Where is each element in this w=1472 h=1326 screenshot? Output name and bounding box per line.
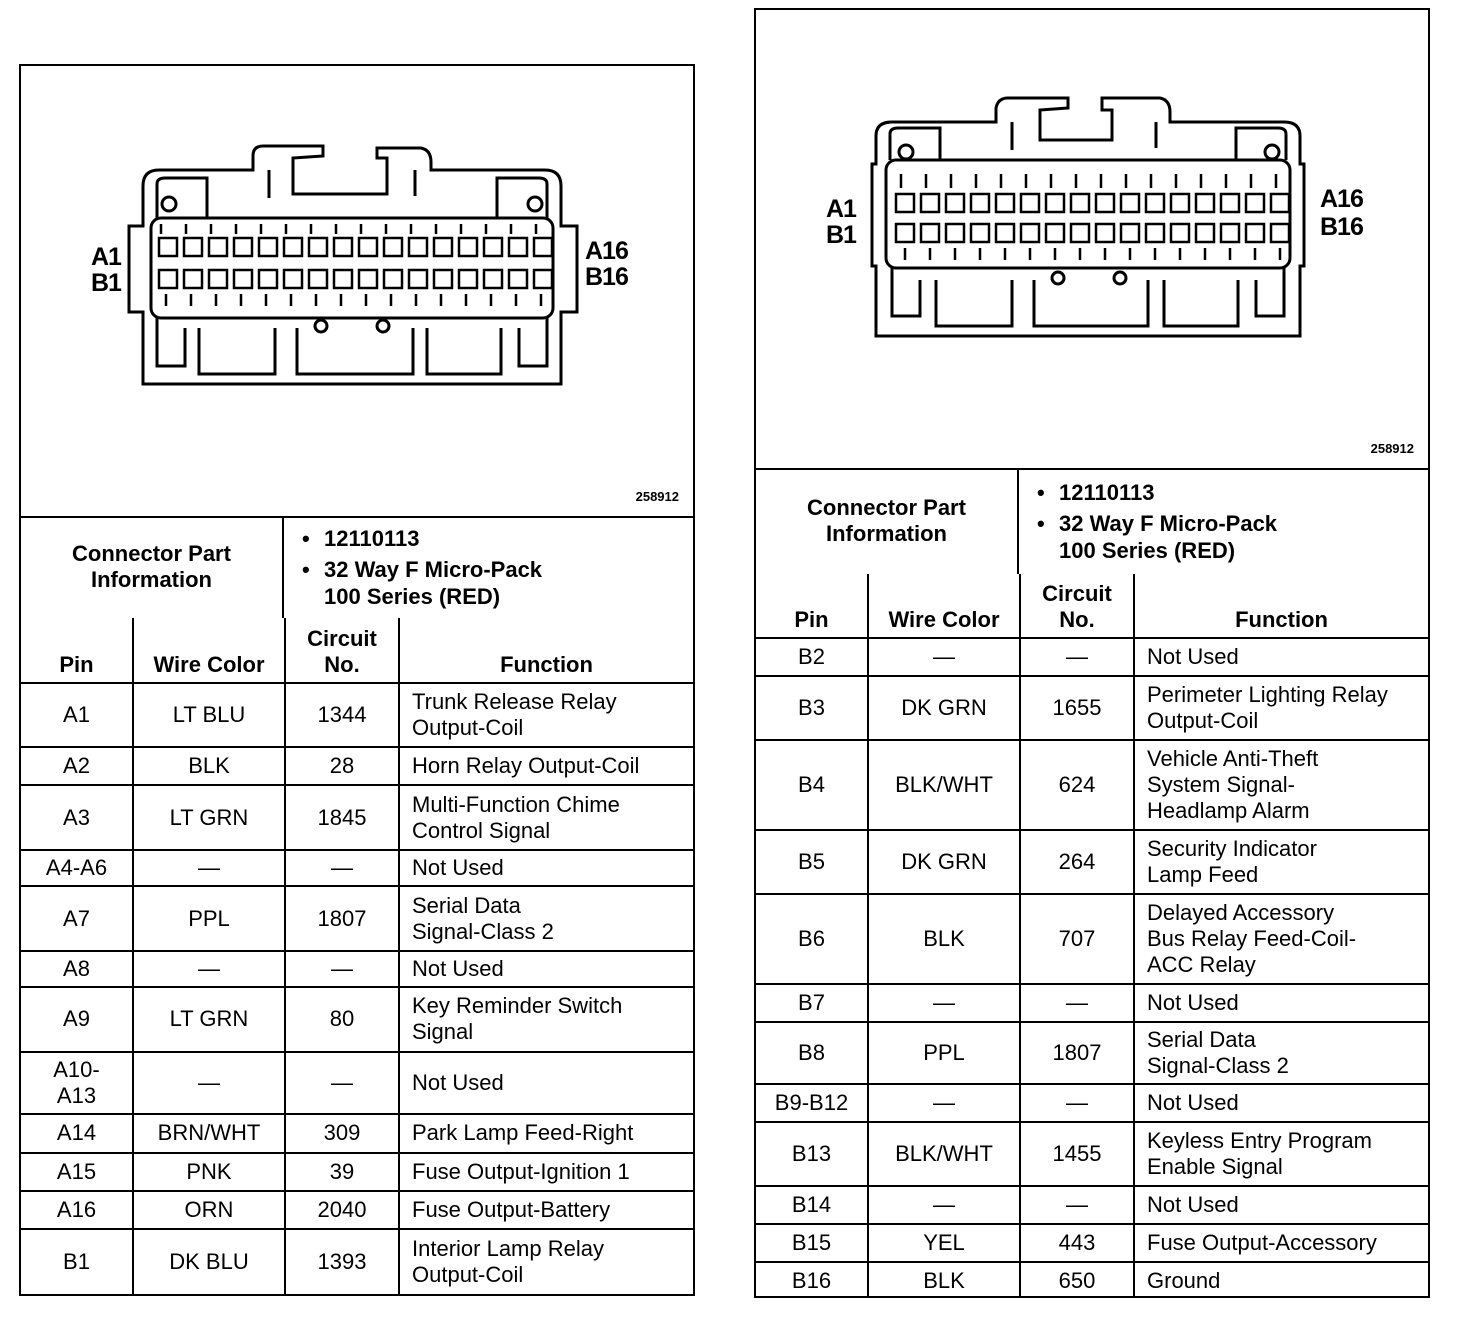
cell-pin: A16 bbox=[21, 1191, 133, 1229]
connector-info-details bbox=[283, 516, 693, 618]
header-wire-color: Wire Color bbox=[868, 574, 1020, 638]
table-row bbox=[756, 1022, 1428, 1084]
cell-pin: A1 bbox=[21, 683, 133, 748]
table-row bbox=[21, 1153, 693, 1191]
connector-face-drawing bbox=[21, 66, 693, 516]
cell-pin: A3 bbox=[21, 785, 133, 850]
cell-pin: B4 bbox=[756, 740, 868, 830]
pin-label-a1: A1 bbox=[826, 195, 856, 223]
cell-circuit: 1393 bbox=[285, 1229, 399, 1294]
part-number-item: • 12110113 bbox=[302, 525, 420, 551]
cell-wire: BLK/WHT bbox=[868, 1122, 1020, 1186]
cell-function: Not Used bbox=[399, 951, 693, 987]
cell-wire: DK GRN bbox=[868, 676, 1020, 740]
cell-pin: A14 bbox=[21, 1114, 133, 1152]
cell-circuit: 80 bbox=[285, 987, 399, 1052]
cell-function: Keyless Entry Program Enable Signal bbox=[1134, 1122, 1428, 1186]
cell-pin: A2 bbox=[21, 747, 133, 785]
table-row bbox=[756, 1224, 1428, 1262]
cell-function: Trunk Release Relay Output-Coil bbox=[399, 683, 693, 748]
cell-wire: PPL bbox=[133, 886, 285, 951]
table-row bbox=[21, 951, 693, 987]
table-row bbox=[756, 676, 1428, 740]
part-description-item: • 32 Way F Micro-Pack 100 Series (RED) bbox=[1037, 510, 1278, 563]
cell-pin: B5 bbox=[756, 830, 868, 894]
cell-pin: B16 bbox=[756, 1262, 868, 1298]
cell-wire: — bbox=[868, 638, 1020, 676]
cell-function: Vehicle Anti-Theft System Signal- Headlamp Alarm bbox=[1134, 740, 1428, 830]
cell-circuit: 1344 bbox=[285, 683, 399, 748]
connector-info-label: Connector Part Information bbox=[21, 516, 283, 618]
cell-function: Not Used bbox=[1134, 984, 1428, 1022]
pin-label-b16: B16 bbox=[585, 263, 628, 291]
left-connector-panel bbox=[19, 64, 695, 1296]
table-row bbox=[756, 638, 1428, 676]
drawing-number: 258912 bbox=[635, 489, 679, 504]
cell-pin: B14 bbox=[756, 1186, 868, 1224]
table-row bbox=[21, 1052, 693, 1115]
cell-pin: A15 bbox=[21, 1153, 133, 1191]
connector-diagram bbox=[756, 10, 1428, 470]
cell-pin: A4-A6 bbox=[21, 850, 133, 886]
table-row bbox=[21, 886, 693, 951]
cell-circuit: 28 bbox=[285, 747, 399, 785]
cell-function: Fuse Output-Battery bbox=[399, 1191, 693, 1229]
header-wire-color: Wire Color bbox=[133, 618, 285, 683]
cell-function: Not Used bbox=[399, 1052, 693, 1115]
cell-wire: — bbox=[133, 850, 285, 886]
cell-circuit: — bbox=[285, 951, 399, 987]
table-row bbox=[756, 1186, 1428, 1224]
cell-circuit: — bbox=[285, 850, 399, 886]
table-row bbox=[756, 1084, 1428, 1122]
header-function: Function bbox=[1134, 574, 1428, 638]
pin-label-b1: B1 bbox=[826, 221, 856, 249]
cell-function: Multi-Function Chime Control Signal bbox=[399, 785, 693, 850]
cell-function: Not Used bbox=[399, 850, 693, 886]
cell-pin: A7 bbox=[21, 886, 133, 951]
connector-info-table bbox=[756, 468, 1428, 574]
cell-wire: — bbox=[868, 984, 1020, 1022]
table-row bbox=[756, 1262, 1428, 1298]
cell-function: Not Used bbox=[1134, 1186, 1428, 1224]
cell-circuit: 2040 bbox=[285, 1191, 399, 1229]
cell-circuit: 707 bbox=[1020, 894, 1134, 984]
cell-wire: — bbox=[133, 1052, 285, 1115]
table-row bbox=[756, 894, 1428, 984]
cell-pin: B13 bbox=[756, 1122, 868, 1186]
cell-pin: B1 bbox=[21, 1229, 133, 1294]
cell-wire: — bbox=[868, 1084, 1020, 1122]
table-row bbox=[756, 740, 1428, 830]
cell-function: Delayed Accessory Bus Relay Feed-Coil- ACC Relay bbox=[1134, 894, 1428, 984]
cell-pin: A10-A13 bbox=[21, 1052, 133, 1115]
table-row bbox=[21, 1114, 693, 1152]
cell-function: Ground bbox=[1134, 1262, 1428, 1298]
pin-label-b16: B16 bbox=[1320, 213, 1363, 241]
table-row bbox=[21, 850, 693, 886]
table-row bbox=[756, 984, 1428, 1022]
header-function: Function bbox=[399, 618, 693, 683]
cell-circuit: 1845 bbox=[285, 785, 399, 850]
cell-function: Not Used bbox=[1134, 638, 1428, 676]
cell-circuit: 1807 bbox=[1020, 1022, 1134, 1084]
cell-function: Serial Data Signal-Class 2 bbox=[399, 886, 693, 951]
cell-function: Serial Data Signal-Class 2 bbox=[1134, 1022, 1428, 1084]
cell-circuit: — bbox=[1020, 1186, 1134, 1224]
pin-label-a16: A16 bbox=[1320, 185, 1363, 213]
cell-wire: — bbox=[133, 951, 285, 987]
cell-wire: BLK/WHT bbox=[868, 740, 1020, 830]
cell-function: Security Indicator Lamp Feed bbox=[1134, 830, 1428, 894]
table-row bbox=[21, 747, 693, 785]
cell-wire: LT BLU bbox=[133, 683, 285, 748]
cell-function: Park Lamp Feed-Right bbox=[399, 1114, 693, 1152]
pin-label-a16: A16 bbox=[585, 237, 628, 265]
cell-wire: BLK bbox=[133, 747, 285, 785]
table-row bbox=[21, 1229, 693, 1294]
part-description-item: • 32 Way F Micro-Pack 100 Series (RED) bbox=[302, 556, 543, 609]
header-pin: Pin bbox=[21, 618, 133, 683]
cell-function: Fuse Output-Accessory bbox=[1134, 1224, 1428, 1262]
cell-pin: B7 bbox=[756, 984, 868, 1022]
cell-circuit: 309 bbox=[285, 1114, 399, 1152]
cell-wire: DK GRN bbox=[868, 830, 1020, 894]
connector-info-label: Connector Part Information bbox=[756, 468, 1018, 574]
cell-circuit: 264 bbox=[1020, 830, 1134, 894]
cell-function: Key Reminder Switch Signal bbox=[399, 987, 693, 1052]
cell-circuit: 1455 bbox=[1020, 1122, 1134, 1186]
header-circuit: Circuit No. bbox=[285, 618, 399, 683]
cell-wire: BRN/WHT bbox=[133, 1114, 285, 1152]
table-row bbox=[21, 785, 693, 850]
cell-function: Fuse Output-Ignition 1 bbox=[399, 1153, 693, 1191]
cell-pin: B9-B12 bbox=[756, 1084, 868, 1122]
table-row bbox=[756, 830, 1428, 894]
cell-circuit: 1807 bbox=[285, 886, 399, 951]
cell-wire: DK BLU bbox=[133, 1229, 285, 1294]
cell-circuit: 1655 bbox=[1020, 676, 1134, 740]
header-pin: Pin bbox=[756, 574, 868, 638]
cell-wire: PPL bbox=[868, 1022, 1020, 1084]
pin-label-a1: A1 bbox=[91, 243, 121, 271]
cell-wire: — bbox=[868, 1186, 1020, 1224]
pin-table bbox=[756, 574, 1428, 1298]
cell-pin: B6 bbox=[756, 894, 868, 984]
cell-function: Interior Lamp Relay Output-Coil bbox=[399, 1229, 693, 1294]
part-number-item: • 12110113 bbox=[1037, 479, 1155, 505]
header-circuit: Circuit No. bbox=[1020, 574, 1134, 638]
cell-wire: BLK bbox=[868, 1262, 1020, 1298]
cell-wire: ORN bbox=[133, 1191, 285, 1229]
cell-circuit: — bbox=[285, 1052, 399, 1115]
cell-wire: LT GRN bbox=[133, 785, 285, 850]
drawing-number: 258912 bbox=[1370, 441, 1414, 456]
cell-pin: B2 bbox=[756, 638, 868, 676]
pin-table bbox=[21, 618, 693, 1294]
cell-circuit: — bbox=[1020, 638, 1134, 676]
cell-function: Perimeter Lighting Relay Output-Coil bbox=[1134, 676, 1428, 740]
cell-function: Horn Relay Output-Coil bbox=[399, 747, 693, 785]
table-row bbox=[21, 683, 693, 748]
cell-wire: YEL bbox=[868, 1224, 1020, 1262]
cell-circuit: 443 bbox=[1020, 1224, 1134, 1262]
cell-circuit: — bbox=[1020, 984, 1134, 1022]
cell-wire: BLK bbox=[868, 894, 1020, 984]
cell-circuit: 650 bbox=[1020, 1262, 1134, 1298]
cell-pin: B3 bbox=[756, 676, 868, 740]
table-row bbox=[21, 1191, 693, 1229]
table-row bbox=[21, 987, 693, 1052]
cell-wire: LT GRN bbox=[133, 987, 285, 1052]
connector-info-table bbox=[21, 516, 693, 618]
cell-function: Not Used bbox=[1134, 1084, 1428, 1122]
cell-pin: B15 bbox=[756, 1224, 868, 1262]
table-row bbox=[756, 1122, 1428, 1186]
cell-circuit: 39 bbox=[285, 1153, 399, 1191]
cell-circuit: 624 bbox=[1020, 740, 1134, 830]
connector-info-details bbox=[1018, 468, 1428, 574]
connector-diagram bbox=[21, 66, 693, 518]
cell-pin: A8 bbox=[21, 951, 133, 987]
cell-wire: PNK bbox=[133, 1153, 285, 1191]
pin-label-b1: B1 bbox=[91, 269, 121, 297]
right-connector-panel bbox=[754, 8, 1430, 1298]
cell-circuit: — bbox=[1020, 1084, 1134, 1122]
cell-pin: B8 bbox=[756, 1022, 868, 1084]
cell-pin: A9 bbox=[21, 987, 133, 1052]
